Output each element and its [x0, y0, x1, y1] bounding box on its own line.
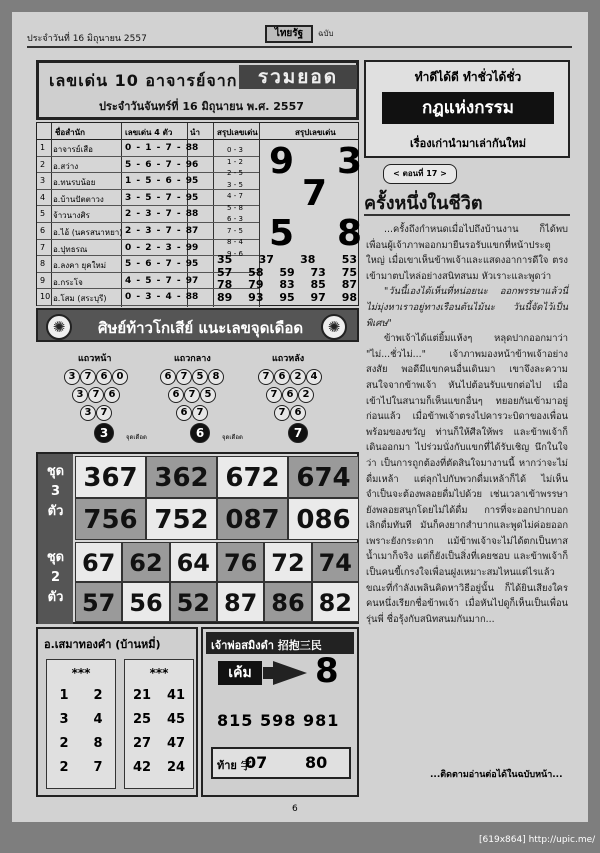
row-lead: 8: [192, 143, 199, 153]
semathongkham-box: [36, 627, 198, 797]
lucky-number: 24: [166, 760, 186, 775]
summary-pair: 0 - 3: [227, 146, 243, 154]
row-index: 10: [40, 292, 51, 302]
row-school: อ.ลงคา ยุคใหม่: [53, 261, 107, 271]
digit-circle: 7: [274, 405, 290, 421]
summary-pair: 2 - 5: [227, 169, 243, 177]
kem-label: เค้ม: [218, 661, 262, 685]
grid-number: 58: [248, 265, 264, 279]
big-digit: 5: [269, 213, 295, 254]
grid-number: 98: [341, 290, 357, 304]
banner-title: ศิษย์ท้าวโกเสีย์ แนะเลขจุดเดือด: [98, 319, 304, 337]
row-lead: 5: [192, 259, 199, 270]
result-circle: 6: [190, 423, 210, 443]
digit-circle: 6: [104, 387, 120, 403]
digit-circle: 7: [176, 369, 192, 385]
lucky-number: 47: [166, 736, 186, 751]
digit-circle: 8: [208, 369, 224, 385]
row-numbers: 3 - 5 - 7 - 9: [125, 192, 194, 203]
row-numbers: 2 - 3 - 7 - 8: [125, 209, 194, 220]
row-numbers: 1 - 5 - 6 - 9: [125, 176, 194, 187]
lucky-number: 45: [166, 712, 186, 727]
row-lead: 8: [192, 209, 199, 220]
digit-circle: 0: [112, 369, 128, 385]
row-numbers: 2 - 3 - 7 - 8: [125, 226, 194, 236]
row-numbers: 0 - 1 - 7 - 8: [125, 143, 194, 153]
row-index: 2: [40, 159, 46, 169]
semathongkham-title: อ.เสมาทองคำ (บ้านหมี่): [44, 638, 161, 651]
row-index: 8: [40, 259, 46, 269]
set-number-cell: 362: [146, 456, 217, 498]
digit-circle: 7: [88, 387, 104, 403]
karma-subtitle: เรื่องเก่านำมาเล่ากันใหม่: [409, 137, 527, 150]
grid-number: 75: [341, 265, 357, 279]
stars-label: ***: [71, 666, 91, 680]
row-school: จ้าวนางศิร: [53, 211, 90, 221]
row-school: อ.ไอ้ (นครสนาหยา): [53, 228, 123, 237]
story-quote: "วันนี้เองได้เห็นที่หน่อยนะ ออกพรรษาแล้วนี่ ไม่มุ่งหาเราอยู่ทางเรือนต้นไม้นะ วันนี้จัดไว้เป็นพิเศษ": [366, 286, 568, 329]
masters-table: [36, 122, 363, 306]
digit-circle: 7: [258, 369, 274, 385]
set-number-cell: 76: [217, 542, 264, 582]
set-number-cell: 62: [122, 542, 169, 582]
chaopho-title: เจ้าพ่อสมิงดำ 招抱三民: [206, 632, 354, 654]
digit-circle: 5: [200, 387, 216, 403]
numbers-row: [125, 688, 193, 703]
karma-header: [364, 60, 570, 158]
row-index: 4: [40, 192, 46, 202]
grid-number: 85: [310, 278, 326, 291]
digit-circle: 7: [96, 405, 112, 421]
flower-icon: ✺: [321, 314, 347, 340]
number-grid: [217, 253, 357, 303]
col-lead: นำ: [190, 128, 200, 137]
masthead-logo: ไทยรัฐ: [265, 25, 313, 43]
numbers-row: [125, 760, 193, 775]
arrow-icon: [263, 667, 273, 679]
set-number-cell: 367: [75, 456, 146, 498]
story-title: ครั้งหนึ่งในชีวิต: [364, 193, 483, 214]
tail-number: 80: [305, 753, 328, 772]
lucky-number: 7: [93, 760, 103, 775]
set-3-label: [38, 454, 73, 540]
grid-number: 53: [341, 253, 357, 266]
col-numbers: เลขเด่น 4 ตัว: [125, 128, 173, 137]
episode-badge: < ตอนที่ 17 >: [383, 164, 457, 184]
lucky-number: 41: [166, 688, 186, 703]
row-school: อ.ทนรบน้อย: [53, 178, 96, 188]
row-lead: 9: [192, 242, 199, 253]
tail-label: ท้าย 字: [217, 759, 252, 772]
jud-label: จุดเดือด: [126, 434, 147, 441]
numbers-panel-a: [46, 659, 116, 789]
row-numbers: 0 - 2 - 3 - 9: [125, 242, 194, 253]
lucky-number: 4: [93, 712, 103, 727]
numbers-row: [47, 688, 115, 703]
summary-pair: 4 - 7: [227, 192, 243, 200]
set-3-text: ชุด 3 ตัว: [46, 464, 65, 519]
karma-motto: ทำดีได้ดี ทำชั่วได้ชั่ว: [414, 70, 522, 84]
result-circle: 7: [288, 423, 308, 443]
number-grid-row: [217, 266, 357, 279]
digit-circle: 3: [72, 387, 88, 403]
summary-pair: 9 - 6: [227, 249, 243, 258]
lucky-numbers-title: เลขเด่น 10 อาจารย์จาก: [49, 71, 238, 90]
row-index: 7: [40, 242, 46, 252]
three-digit-numbers: 815 598 981: [217, 711, 340, 730]
title-rule: [364, 214, 570, 216]
masthead-sub: ฉบับ: [318, 29, 334, 38]
grid-number: 89: [217, 290, 233, 304]
digit-circle: 3: [80, 405, 96, 421]
set-number-cell: 87: [217, 582, 264, 622]
lucky-number: 27: [132, 736, 152, 751]
row-lead: 6: [192, 159, 199, 170]
digit-circle: 6: [290, 405, 306, 421]
set-number-cell: 67: [75, 542, 122, 582]
summary-pair: 5 - 8: [227, 203, 243, 212]
digit-circle: 6: [160, 369, 176, 385]
digit-circle: 5: [192, 369, 208, 385]
grid-number: 95: [279, 290, 295, 304]
grid-number: 57: [217, 265, 233, 279]
row-numbers: 4 - 5 - 7 - 9: [125, 275, 194, 286]
number-grid-row: [217, 253, 357, 266]
digit-circle: 4: [306, 369, 322, 385]
set-number-cell: 57: [75, 582, 122, 622]
grid-number: 37: [258, 253, 274, 266]
tail-box: [211, 747, 351, 779]
jud-label: จุดเดือด: [222, 434, 243, 441]
row-index: 5: [40, 209, 46, 219]
lucky-number: 21: [132, 688, 152, 703]
story-paragraph: ข้าพเจ้าได้แต่ยิ้มแห้งๆ หลุดปากออกมาว่า "ไม่...ชั่วไม่..." เจ้าภาพมองหน้าข้าพเจ้าอย่างสงสัย พอดีมีแขกคนอื่นเดินมา เขาจึงละความสนใจจากข้าพเจ้า หันไปต้อนรับแขกต่อไป เมื่อเข้าไปในสนามก็เห็นแขกอื่นๆ ทยอยกันเข้ามาอยู่ก่อนแล้ว เมื่อข้าพเจ้าตรงไปคารวะบิดาของเพื่อนพร้อมของขวัญ ท่านก็ให้ศีลให้พร และข้าพเจ้าก็เดินออกมา ไปร่วมนั่งกับแขกที่ได้รับเชิญ นึกในใจว่า เป็นการถูกต้องที่ตัดสินใจมางานนี้ หากว่าจะไม่ดื่มเหล้า แต่ลุกไปกับพวกดื่มเหล้าก็ได้ ไม่เห็นจำเป็นจะต้องพลอยดื่มไปด้วย เช่นเวลาเข้าพรรษายังพลอยสนุกโดยไม่ได้ดื่ม การที่จะออกปากบอกเลิกดื่มทันที มันก็คงยากสำบากและพูดไม่ค่อยออก เพราะยังกระดาก แม้ข้าพเจ้าจะไม่ได้ตกเป็นทาสน้ำเมาก็จริง แต่ก็ยังเป็นสิ่งที่เคยชอบ และข้าพเจ้าก็เป็นคนขี้เกรงใจเพื่อนฝูงเหมาะสมไหนแต่ไรแล้ว ขณะที่กำลังเพลินคิดหาวิธีอยู่นั้น ก็ได้ยินเสียงใครคนหนึ่งเรียกชื่อข้าพเจ้า เมื่อหันไปดูก็เห็นเป็นเพื่อนรุ่นพี่ ชื่อรุ้งกับสนิทสนมกันมาก...: [366, 333, 568, 625]
row-school: อ.กระโจ: [53, 277, 83, 287]
number-grid-row: [217, 291, 357, 304]
grid-number: 97: [310, 290, 326, 304]
set-number-cell: 64: [170, 542, 217, 582]
grid-number: 59: [279, 265, 295, 279]
row-school: อ.โสม (สระบุรี): [53, 294, 107, 304]
row-index: 6: [40, 226, 46, 235]
image-credit: [619x864] http://upic.me/: [479, 835, 596, 845]
numbers-row: [47, 712, 115, 727]
numbers-row: [125, 736, 193, 751]
digit-circle: 6: [176, 405, 192, 421]
set-number-cell: 82: [312, 582, 359, 622]
lucky-number: 8: [93, 736, 103, 751]
continued-note: ...ติดตามอ่านต่อได้ในฉบับหน้า...: [430, 770, 563, 780]
digit-circle: 6: [96, 369, 112, 385]
lucky-number: 1: [59, 688, 69, 703]
lucky-number: 42: [132, 760, 152, 775]
numbers-row: [125, 712, 193, 727]
digit-circle: 2: [298, 387, 314, 403]
digit-circle: 6: [274, 369, 290, 385]
row-school: อาจารย์เสือ: [53, 145, 93, 154]
story-paragraph: ...ครั้งถึงกำหนดเมื่อไปถึงบ้านงาน ก็ได้พบเพื่อนผู้เจ้าภาพออกมายืนรอรับแขกที่หน้าประตูใหญ่ เมื่อเขาเห็นข้าพเจ้าและแสดงอาการดีใจ ตรงเข้ามาตบไหล่อย่างสนิทสนม หัวเราะและพูดว่า: [366, 224, 568, 282]
row-index: 1: [40, 143, 46, 152]
karma-title: กฎแห่งกรรม: [382, 92, 554, 124]
set-number-cell: 674: [288, 456, 359, 498]
story-body: [366, 222, 568, 627]
row-lead: 7: [192, 226, 199, 236]
tail-number: 07: [245, 753, 268, 772]
grid-number: 93: [248, 290, 264, 304]
col-school: ชื่อสำนัก: [55, 128, 85, 137]
lucky-numbers-header: [36, 60, 359, 120]
lucky-number: 2: [59, 736, 69, 751]
row-lead: 5: [192, 192, 199, 203]
set-2-text: ชุด 2 ตัว: [46, 550, 65, 605]
numbers-panel-b: [124, 659, 194, 789]
row-school: อ.บ้านปัตตาวง: [53, 194, 104, 204]
big-digit: 7: [302, 173, 328, 214]
numbers-row: [47, 760, 115, 775]
summary-pair: 3 - 5: [227, 180, 243, 189]
grid-number: 78: [217, 278, 233, 291]
grid-number: 87: [341, 278, 357, 291]
row-numbers: 0 - 3 - 4 - 8: [125, 292, 194, 303]
set-2-label: [38, 540, 73, 624]
row-lead: 8: [192, 292, 199, 303]
triangle-label: แถวหน้า: [78, 354, 112, 364]
number-grid-row: [217, 278, 357, 291]
row-school: อ.สว่าง: [53, 161, 79, 171]
set-number-cell: 86: [264, 582, 311, 622]
col-summary-a: สรุปเลขเด่น: [217, 128, 258, 137]
grid-number: 73: [310, 265, 326, 279]
summary-pair: 6 - 3: [227, 215, 243, 223]
set-number-cell: 086: [288, 498, 359, 540]
row-index: 3: [40, 176, 46, 186]
set-number-cell: 56: [122, 582, 169, 622]
grid-number: 83: [279, 278, 295, 291]
digit-circle: 6: [168, 387, 184, 403]
chaopho-box: [201, 627, 359, 797]
digit-circle: 7: [80, 369, 96, 385]
lucky-number: 2: [93, 688, 103, 703]
source-name: รวมยอด: [239, 65, 357, 89]
lucky-numbers-date: ประจำวันจันทร์ที่ 16 มิถุนายน พ.ศ. 2557: [99, 100, 304, 113]
grid-number: 79: [248, 278, 264, 291]
row-school: อ.ปุทธรณ: [53, 244, 88, 254]
section-banner: [36, 308, 359, 342]
set-number-cell: 74: [312, 542, 359, 582]
numbers-row: [47, 736, 115, 751]
digit-circle: 7: [192, 405, 208, 421]
big-digit: 3: [337, 141, 363, 182]
big-digit: 8: [337, 213, 363, 254]
result-circle: 3: [94, 423, 114, 443]
set-number-cell: 72: [264, 542, 311, 582]
page-number: 6: [292, 804, 298, 814]
big-digit: 9: [269, 141, 295, 182]
digit-circle: 7: [184, 387, 200, 403]
set-number-cell: 752: [146, 498, 217, 540]
triangle-label: แถวหลัง: [272, 354, 305, 364]
summary-pair: 7 - 5: [227, 226, 243, 235]
flower-icon: ✺: [46, 314, 72, 340]
lucky-number: 25: [132, 712, 152, 727]
set-number-cell: 087: [217, 498, 288, 540]
grid-number: 35: [217, 253, 233, 266]
kem-number: 8: [315, 651, 339, 691]
digit-circle: 6: [282, 387, 298, 403]
table-header: [37, 123, 358, 140]
set-number-cell: 756: [75, 498, 146, 540]
header-rule: [27, 46, 572, 48]
header-date: ประจำวันที่ 16 มิถุนายน 2557: [27, 34, 147, 44]
digit-circle: 3: [64, 369, 80, 385]
stars-label: ***: [149, 666, 169, 680]
row-lead: 7: [192, 275, 199, 286]
grid-number: 38: [300, 253, 316, 266]
digit-circle: 7: [266, 387, 282, 403]
summary-pairs: [218, 145, 252, 260]
row-lead: 5: [192, 176, 199, 187]
summary-pair: 8 - 4: [227, 238, 243, 246]
row-numbers: 5 - 6 - 7 - 9: [125, 159, 194, 170]
row-index: 9: [40, 275, 46, 285]
digit-circle: 2: [290, 369, 306, 385]
set-number-cell: 52: [170, 582, 217, 622]
arrow-head-icon: [273, 661, 307, 685]
row-numbers: 5 - 6 - 7 - 9: [125, 259, 194, 270]
lucky-number: 2: [59, 760, 69, 775]
col-summary-b: สรุปเลขเด่น: [295, 128, 336, 137]
set-number-cell: 672: [217, 456, 288, 498]
number-sets-grid: [36, 452, 359, 624]
triangle-label: แถวกลาง: [174, 354, 211, 364]
lucky-number: 3: [59, 712, 69, 727]
summary-pair: 1 - 2: [227, 157, 243, 166]
